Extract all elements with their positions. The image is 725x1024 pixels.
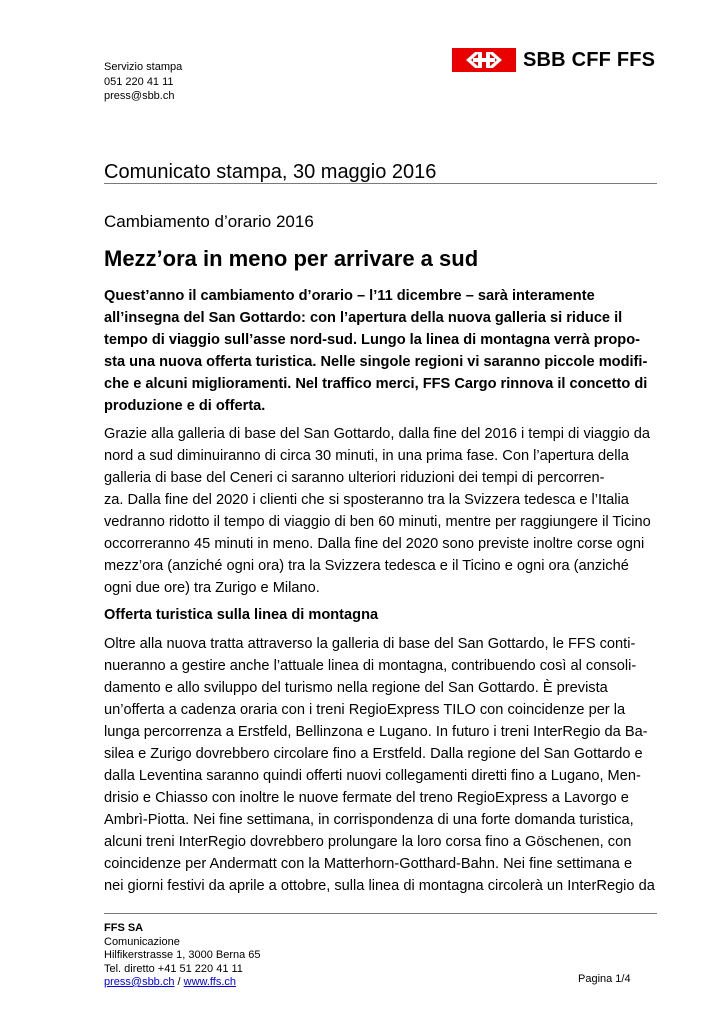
section-line: damento e allo sviluppo del turismo nella regione del San Gottardo. È prevista (104, 680, 608, 696)
press-email: press@sbb.ch (104, 90, 175, 102)
section-line: coincidenze per Andermatt con la Matterhorn-Gotthard-Bahn. Nei fine settimana e (104, 856, 633, 872)
press-service-label: Servizio stampa (104, 61, 183, 73)
press-contact-block (104, 60, 182, 104)
press-phone: 051 220 41 11 (104, 75, 174, 88)
footer-email-link[interactable]: press@sbb.ch (104, 976, 175, 988)
swiss-railways-arrow-icon (452, 48, 516, 72)
footer-company: FFS SA (104, 922, 144, 934)
section-line: Oltre alla nuova tratta attraverso la galleria di base del San Gottardo, le FFS conti- (104, 636, 636, 652)
subheading: Cambiamento d’orario 2016 (104, 212, 314, 231)
body-line: occorreranno 45 minuti in meno. Dalla fine del 2020 sono previste inoltre corse ogni (104, 536, 645, 552)
page-number: Pagina 1/4 (578, 973, 631, 985)
section-line: silea e Zurigo dovrebbero circolare fino a Erstfeld. Dalla regione del San Gottardo e (104, 746, 643, 762)
section-heading: Offerta turistica sulla linea di montagna (104, 607, 379, 623)
section-line: lunga percorrenza a Erstfeld, Bellinzona e Lugano. In futuro i treni InterRegio da Ba- (104, 724, 648, 740)
body-line: vedranno ridotto il tempo di viaggio di ben 60 minuti, mentre per raggiungere il Ticino (104, 514, 651, 530)
body-line: galleria di base del Ceneri ci saranno ulteriori riduzioni dei tempi di percorren- (104, 470, 605, 486)
footer-divider (104, 913, 657, 914)
sbb-logo (452, 48, 667, 72)
footer-address: Hilfikerstrasse 1, 3000 Berna 65 (104, 949, 261, 961)
footer-link-separator: / (174, 976, 184, 988)
footer-phone: Tel. diretto +41 51 220 41 11 (104, 962, 243, 975)
footer (104, 922, 261, 990)
body-line: mezz’ora (anziché ogni ora) tra la Svizzera tedesca e il Ticino e ogni ora (anziché (104, 558, 629, 574)
title-divider (104, 183, 657, 184)
lead-line: che e alcuni miglioramenti. Nel traffico merci, FFS Cargo rinnova il concetto di (104, 376, 648, 392)
section-line: drisio e Chiasso con inoltre le nuove fermate del treno RegioExpress a Lavorgo e (104, 790, 629, 806)
section-line: nueranno a gestire anche l’attuale linea di montagna, contribuendo così al consoli- (104, 658, 637, 674)
press-release-title: Comunicato stampa, 30 maggio 2016 (104, 161, 437, 183)
footer-website-link[interactable]: www.ffs.ch (183, 976, 237, 988)
lead-line: tempo di viaggio sull’asse nord-sud. Lungo la linea di montagna verrà propo- (104, 332, 640, 348)
body-line: Grazie alla galleria di base del San Gottardo, dalla fine del 2016 i tempi di viaggio da (104, 426, 650, 442)
section-line: un’offerta a cadenza oraria con i treni RegioExpress TILO con coincidenze per la (104, 702, 626, 718)
footer-links (104, 976, 261, 990)
body-line: ogni due ore) tra Zurigo e Milano. (104, 580, 320, 596)
footer-department: Comunicazione (104, 935, 180, 948)
section-line: alcuni treni InterRegio dovrebbero prolungare la loro corsa fino a Göschenen, con (104, 834, 632, 850)
section-line: dalla Leventina saranno quindi offerti nuovi collegamenti diretti fino a Lugano, Men- (104, 768, 641, 784)
body-line: za. Dalla fine del 2020 i clienti che si sposteranno tra la Svizzera tedesca e l’Italia (104, 492, 629, 508)
lead-line: sta una nuova offerta turistica. Nelle singole regioni vi saranno piccole modifi- (104, 354, 648, 370)
lead-line: Quest’anno il cambiamento d’orario – l’11 dicembre – sarà interamente (104, 288, 595, 304)
section-line: nei giorni festivi da aprile a ottobre, sulla linea di montagna circolerà un InterRegio da (104, 878, 655, 894)
headline: Mezz’ora in meno per arrivare a sud (104, 246, 479, 271)
sbb-logo-text: SBB CFF FFS (523, 49, 656, 71)
lead-line: all’insegna del San Gottardo: con l’apertura della nuova galleria si riduce il (104, 310, 623, 326)
section-line: Ambrì-Piotta. Nei fine settimana, in corrispondenza di una forte domanda turistica, (104, 812, 634, 828)
body-line: nord a sud diminuiranno di circa 30 minuti, in una prima fase. Con l’apertura della (104, 448, 629, 464)
lead-line: produzione e di offerta. (104, 398, 266, 414)
